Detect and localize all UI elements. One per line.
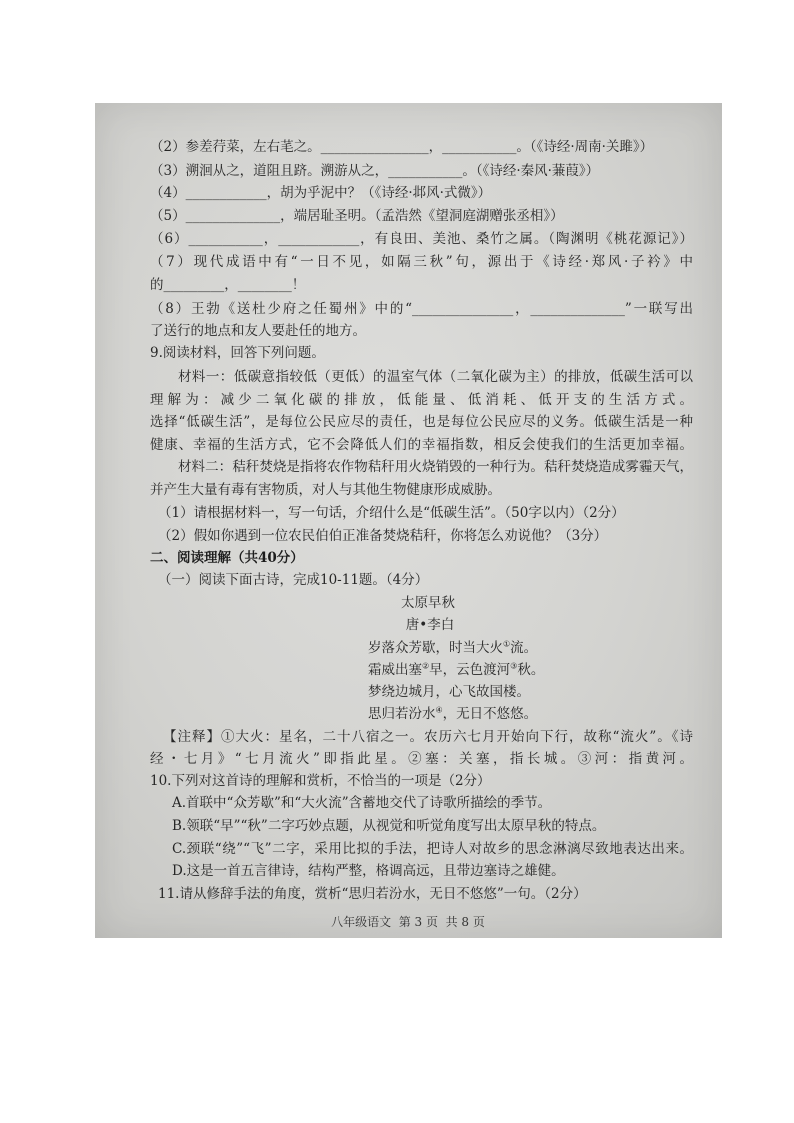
poem-title: 太原早秋 <box>401 595 455 611</box>
poem-line <box>368 705 537 723</box>
footnote-marker: ③ <box>510 661 518 671</box>
question-11-stem: 11.请从修辞手法的角度，赏析“思归若汾水，无日不悠悠”一句。（2分） <box>158 886 587 902</box>
note-line: 【注释】①大火：星名，二十八宿之一。农历六七月开始向下行，故称“流火”。《诗 <box>163 729 693 745</box>
material-1-line: 理解为：减少二氧化碳的排放，低能量、低消耗、低开支的生活方式。 <box>150 392 693 408</box>
fill-in-item-8: （8）王勃《送杜少府之任蜀州》中的“_______________，______________”一联写出 <box>150 301 693 317</box>
page-footer: 八年级语文 第 3 页 共 8 页 <box>331 915 485 929</box>
question-9-title: 9.阅读材料，回答下列问题。 <box>150 345 325 361</box>
fill-in-item-7-continued: 的_________，________！ <box>150 277 306 293</box>
poem-line <box>368 683 530 701</box>
poem-text: 岁落众芳歇，时当大火 <box>368 640 503 656</box>
question-9-sub-1: （1）请根据材料一，写一句话，介绍什么是“低碳生活”。（50字以内）（2分） <box>158 505 625 521</box>
material-2-line: 材料二：秸秆焚烧是指将农作物秸秆用火烧销毁的一种行为。秸秆焚烧造成雾霾天气， <box>178 459 693 475</box>
section-heading: 二、阅读理解（共40分） <box>150 550 304 566</box>
material-2-line: 并产生大量有毒有害物质，对人与其他生物健康形成威胁。 <box>150 482 501 498</box>
option-c: C.颈联“绕”“飞”二字，采用比拟的手法，把诗人对故乡的思念淋漓尽致地表达出来。 <box>172 841 693 857</box>
fill-in-item-4: （4）____________，胡为乎泥中？（《诗经·邶风·式微》） <box>150 185 492 201</box>
fill-in-item-3: （3）溯洄从之，道阻且跻。溯游从之，___________。（《诗经·秦风·蒹葭》） <box>150 163 600 179</box>
option-d: D.这是一首五言律诗，结构严整，格调高远，且带边塞诗之雄健。 <box>172 863 565 879</box>
poem-text: 早，云色渡河 <box>429 662 511 678</box>
option-b: B.领联“早”“秋”二字巧妙点题，从视觉和听觉角度写出太原早秋的特点。 <box>172 818 606 834</box>
poem-text: ，无日不悠悠。 <box>442 706 538 722</box>
fill-in-item-8-continued: 了送行的地点和友人要赴任的地方。 <box>150 323 366 339</box>
footnote-marker: ④ <box>435 705 443 715</box>
material-1-line: 材料一：低碳意指较低（更低）的温室气体（二氧化碳为主）的排放，低碳生活可以 <box>178 369 693 385</box>
exam-page-photo <box>95 103 722 938</box>
material-1-line: 健康、幸福的生活方式，它不会降低人们的幸福指数，相反会使我们的生活更加幸福。 <box>150 437 693 453</box>
fill-in-item-7: （7）现代成语中有“一日不见，如隔三秋”句，源出于《诗经·郑风·子衿》中 <box>150 254 693 270</box>
fill-in-item-5: （5）______________，端居耻圣明。（孟浩然《望洞庭湖赠张丞相》） <box>150 208 564 224</box>
poem-author: 唐•李白 <box>405 617 455 633</box>
note-line: 经・七月》“七月流火”即指此星。②塞：关塞，指长城。③河：指黄河。 <box>150 751 693 767</box>
poem-line <box>368 639 537 657</box>
question-10-stem: 10.下列对这首诗的理解和赏析，不恰当的一项是（2分） <box>150 773 491 789</box>
question-9-sub-2: （2）假如你遇到一位农民伯伯正准备焚烧秸秆，你将怎么劝说他？（3分） <box>158 528 608 544</box>
poem-text: 梦绕边城月，心飞故国楼。 <box>368 684 530 700</box>
fill-in-item-2: （2）参差荇菜，左右芼之。________________，___________。（《诗经·周南·关雎》） <box>150 139 654 155</box>
option-a: A.首联中“众芳歇”和“大火流”含蓄地交代了诗歌所描绘的季节。 <box>172 795 552 811</box>
section-intro: （一）阅读下面古诗，完成10-11题。（4分） <box>158 572 429 588</box>
footnote-marker: ② <box>422 661 430 671</box>
footnote-marker: ① <box>503 639 511 649</box>
fill-in-item-6: （6）___________，____________，有良田、美池、桑竹之属。（陶渊明《桃花源记》） <box>150 231 693 247</box>
poem-text: 秋。 <box>517 662 545 678</box>
poem-text: 霜威出塞 <box>368 662 422 678</box>
poem-text: 思归若汾水 <box>368 706 436 722</box>
poem-line <box>368 661 544 679</box>
material-1-line: 选择“低碳生活”，是每位公民应尽的责任，也是每位公民应尽的义务。低碳生活是一种 <box>150 414 693 430</box>
poem-text: 流。 <box>510 640 538 656</box>
